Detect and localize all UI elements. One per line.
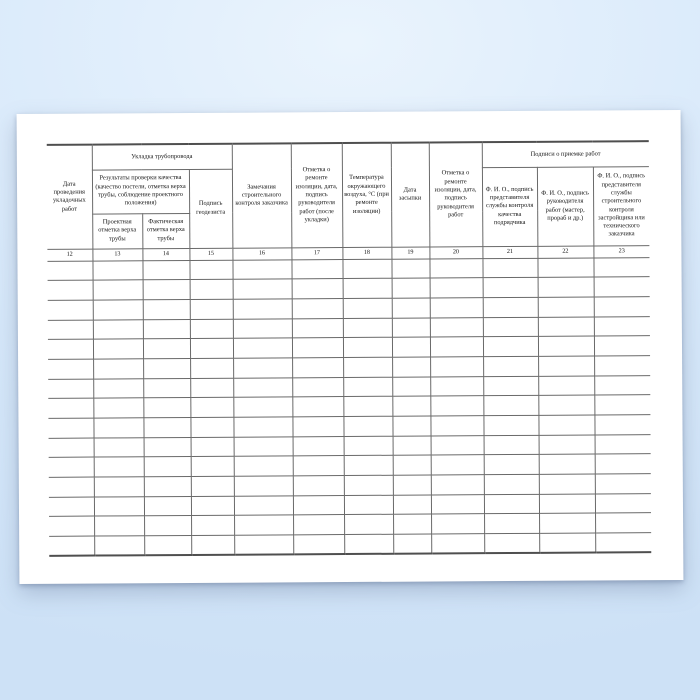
empty-cell <box>594 277 650 297</box>
empty-cell <box>538 395 594 415</box>
empty-cell <box>538 297 594 317</box>
empty-cell <box>234 456 293 476</box>
empty-cell <box>48 398 93 418</box>
empty-cell <box>484 494 539 514</box>
empty-cell <box>538 415 594 435</box>
col-header-customer-remarks: Замечания строительного контроля заказчика <box>232 143 292 247</box>
empty-cell <box>393 534 431 554</box>
empty-cell <box>190 319 233 339</box>
empty-cell <box>293 515 344 535</box>
empty-cell <box>539 533 595 553</box>
empty-cell <box>93 359 143 379</box>
empty-cell <box>482 258 537 278</box>
empty-cell <box>190 398 233 418</box>
empty-cell <box>94 457 144 477</box>
empty-cell <box>393 455 431 475</box>
empty-cell <box>93 398 143 418</box>
empty-cell <box>595 493 651 513</box>
empty-cell <box>48 300 93 320</box>
empty-cell <box>143 319 190 339</box>
empty-cell <box>49 517 94 537</box>
empty-cell <box>143 299 190 319</box>
empty-cell <box>539 513 595 533</box>
empty-cell <box>293 456 344 476</box>
header-group-row <box>47 141 649 170</box>
empty-cell <box>94 516 144 536</box>
empty-cell <box>292 397 343 417</box>
table-container <box>47 140 652 557</box>
empty-cell <box>391 259 429 279</box>
empty-cell <box>393 436 431 456</box>
empty-cell <box>392 318 430 338</box>
group-header-acceptance-signatures: Подписи о приемке работ <box>482 141 649 167</box>
empty-cell <box>191 516 234 536</box>
empty-cell <box>292 377 343 397</box>
col-header-design-top-mark: Проектная отметка верха трубы <box>92 213 142 248</box>
empty-cell <box>191 437 234 457</box>
empty-cell <box>484 533 539 553</box>
empty-cell <box>538 356 594 376</box>
empty-cell <box>483 356 538 376</box>
col-header-developer-control-signature: Ф. И. О., подпись представителя службы строительного контроля застройщика или технического заказчика <box>593 166 650 245</box>
empty-cell <box>191 496 234 516</box>
table-body <box>47 257 651 556</box>
empty-cell <box>144 496 191 516</box>
empty-cell <box>484 435 539 455</box>
empty-cell <box>484 514 539 534</box>
empty-cell <box>344 475 393 495</box>
empty-cell <box>594 415 650 435</box>
empty-cell <box>293 495 344 515</box>
empty-cell <box>430 278 483 298</box>
empty-cell <box>144 516 191 536</box>
empty-cell <box>48 320 93 340</box>
empty-cell <box>48 418 93 438</box>
empty-cell <box>92 260 142 280</box>
empty-cell <box>233 377 292 397</box>
empty-cell <box>189 260 232 280</box>
empty-cell <box>233 397 292 417</box>
empty-cell <box>48 280 93 300</box>
empty-cell <box>343 318 392 338</box>
column-number: 16 <box>232 247 291 259</box>
column-number: 18 <box>342 247 391 259</box>
column-number: 19 <box>391 247 429 259</box>
empty-cell <box>343 278 392 298</box>
empty-cell <box>430 376 483 396</box>
col-header-contractor-qc-signature: Ф. И. О., подпись представителя службы контроля качества подрядчика <box>482 167 537 246</box>
column-number: 22 <box>537 246 593 258</box>
empty-cell <box>539 474 595 494</box>
empty-cell <box>483 278 538 298</box>
empty-cell <box>392 357 430 377</box>
empty-cell <box>594 297 650 317</box>
empty-cell <box>484 474 539 494</box>
empty-cell <box>595 454 651 474</box>
empty-cell <box>484 455 539 475</box>
empty-cell <box>143 378 190 398</box>
col-header-date-of-laying: Дата проведения укладочных работ <box>47 145 93 249</box>
empty-cell <box>190 279 233 299</box>
column-number: 14 <box>142 248 189 260</box>
empty-cell <box>595 474 651 494</box>
empty-cell <box>234 437 293 457</box>
subgroup-header-quality-check-results: Результаты проверки качества (качество постели, отметка верха трубы, соблюдение проектного положения) <box>92 169 189 214</box>
empty-cell <box>234 496 293 516</box>
empty-cell <box>344 495 393 515</box>
empty-cell <box>190 338 233 358</box>
empty-cell <box>431 435 484 455</box>
empty-cell <box>483 396 538 416</box>
empty-cell <box>292 357 343 377</box>
empty-cell <box>190 378 233 398</box>
empty-cell <box>392 337 430 357</box>
works-log-table <box>47 140 652 557</box>
empty-cell <box>93 300 143 320</box>
empty-cell <box>431 455 484 475</box>
paper-sheet <box>17 110 684 584</box>
empty-cell <box>191 476 234 496</box>
empty-cell <box>293 436 344 456</box>
empty-cell <box>343 337 392 357</box>
group-header-pipeline-laying: Укладка трубопровода <box>92 144 232 170</box>
column-number: 13 <box>92 248 142 260</box>
empty-cell <box>292 338 343 358</box>
empty-cell <box>429 258 482 278</box>
empty-cell <box>233 318 292 338</box>
empty-cell <box>292 279 343 299</box>
empty-cell <box>343 416 392 436</box>
empty-cell <box>292 298 343 318</box>
empty-cell <box>594 336 650 356</box>
empty-cell <box>143 358 190 378</box>
empty-cell <box>595 513 651 533</box>
empty-cell <box>431 475 484 495</box>
empty-cell <box>143 417 190 437</box>
empty-cell <box>594 375 650 395</box>
empty-cell <box>343 298 392 318</box>
empty-cell <box>595 533 651 553</box>
empty-cell <box>393 514 431 534</box>
empty-cell <box>234 476 293 496</box>
empty-cell <box>595 434 651 454</box>
empty-cell <box>594 316 650 336</box>
empty-cell <box>190 417 233 437</box>
empty-cell <box>94 536 144 556</box>
empty-cell <box>49 438 94 458</box>
empty-cell <box>343 397 392 417</box>
empty-cell <box>94 437 144 457</box>
empty-cell <box>483 337 538 357</box>
empty-cell <box>144 437 191 457</box>
empty-cell <box>431 534 484 554</box>
empty-cell <box>393 475 431 495</box>
empty-cell <box>430 337 483 357</box>
empty-cell <box>538 336 594 356</box>
empty-cell <box>430 416 483 436</box>
empty-cell <box>483 297 538 317</box>
empty-cell <box>143 280 190 300</box>
empty-cell <box>94 477 144 497</box>
column-number: 23 <box>593 245 649 257</box>
empty-cell <box>233 417 292 437</box>
empty-cell <box>537 258 593 278</box>
empty-cell <box>430 357 483 377</box>
empty-cell <box>233 279 292 299</box>
empty-cell <box>293 535 344 555</box>
empty-cell <box>483 376 538 396</box>
empty-cell <box>190 299 233 319</box>
empty-cell <box>143 398 190 418</box>
empty-cell <box>48 339 93 359</box>
empty-cell <box>94 497 144 517</box>
empty-cell <box>538 317 594 337</box>
empty-cell <box>393 495 431 515</box>
empty-cell <box>344 515 393 535</box>
empty-cell <box>538 376 594 396</box>
empty-cell <box>49 477 94 497</box>
empty-cell <box>190 358 233 378</box>
table-header <box>47 141 650 261</box>
empty-cell <box>343 377 392 397</box>
column-number: 12 <box>47 249 92 261</box>
empty-cell <box>594 395 650 415</box>
empty-cell <box>431 514 484 534</box>
column-number: 15 <box>189 248 232 260</box>
empty-cell <box>191 457 234 477</box>
empty-cell <box>47 261 92 281</box>
empty-cell <box>233 299 292 319</box>
empty-cell <box>93 339 143 359</box>
empty-cell <box>392 298 430 318</box>
empty-cell <box>144 536 191 556</box>
empty-cell <box>392 278 430 298</box>
empty-cell <box>344 456 393 476</box>
empty-cell <box>538 277 594 297</box>
empty-cell <box>93 418 143 438</box>
empty-cell <box>430 396 483 416</box>
empty-cell <box>291 259 342 279</box>
empty-cell <box>344 534 393 554</box>
empty-cell <box>191 535 234 555</box>
empty-cell <box>344 436 393 456</box>
col-header-insulation-repair: Отметка о ремонте изоляции, дата, подпись руководителя работ <box>429 142 483 246</box>
empty-cell <box>233 358 292 378</box>
empty-cell <box>292 417 343 437</box>
empty-cell <box>342 259 391 279</box>
column-number: 20 <box>429 246 482 258</box>
empty-cell <box>539 435 595 455</box>
empty-cell <box>49 457 94 477</box>
col-header-actual-top-mark: Фактическая отметка верха трубы <box>142 213 189 248</box>
empty-cell <box>392 396 430 416</box>
empty-cell <box>392 416 430 436</box>
col-header-works-manager-signature: Ф. И. О., подпись руководителя работ (мастер, прораб и др.) <box>537 167 593 246</box>
empty-cell <box>593 257 649 277</box>
col-header-surveyor-signature: Подпись геодезиста <box>189 169 232 248</box>
empty-cell <box>234 515 293 535</box>
empty-cell <box>49 497 94 517</box>
empty-cell <box>343 357 392 377</box>
column-number: 17 <box>291 247 342 259</box>
empty-cell <box>93 378 143 398</box>
col-header-air-temperature: Температура окружающего воздуха, °С (при ремонте изоляции) <box>342 143 392 247</box>
empty-cell <box>430 298 483 318</box>
empty-cell <box>143 339 190 359</box>
empty-cell <box>293 476 344 496</box>
empty-cell <box>93 280 143 300</box>
empty-cell <box>483 317 538 337</box>
table-row <box>49 533 651 556</box>
empty-cell <box>49 536 94 556</box>
empty-cell <box>292 318 343 338</box>
empty-cell <box>93 319 143 339</box>
empty-cell <box>430 317 483 337</box>
empty-cell <box>142 260 189 280</box>
empty-cell <box>144 457 191 477</box>
empty-cell <box>232 259 291 279</box>
empty-cell <box>234 535 293 555</box>
empty-cell <box>233 338 292 358</box>
empty-cell <box>431 494 484 514</box>
col-header-insulation-repair-after-laying: Отметка о ремонте изоляции, дата, подпись руководителя работ (после укладки) <box>291 143 343 247</box>
column-number: 21 <box>482 246 537 258</box>
empty-cell <box>483 415 538 435</box>
empty-cell <box>392 377 430 397</box>
empty-cell <box>539 454 595 474</box>
empty-cell <box>48 359 93 379</box>
col-header-backfill-date: Дата засыпки <box>391 143 430 247</box>
empty-cell <box>539 494 595 514</box>
empty-cell <box>144 477 191 497</box>
empty-cell <box>594 356 650 376</box>
empty-cell <box>48 379 93 399</box>
